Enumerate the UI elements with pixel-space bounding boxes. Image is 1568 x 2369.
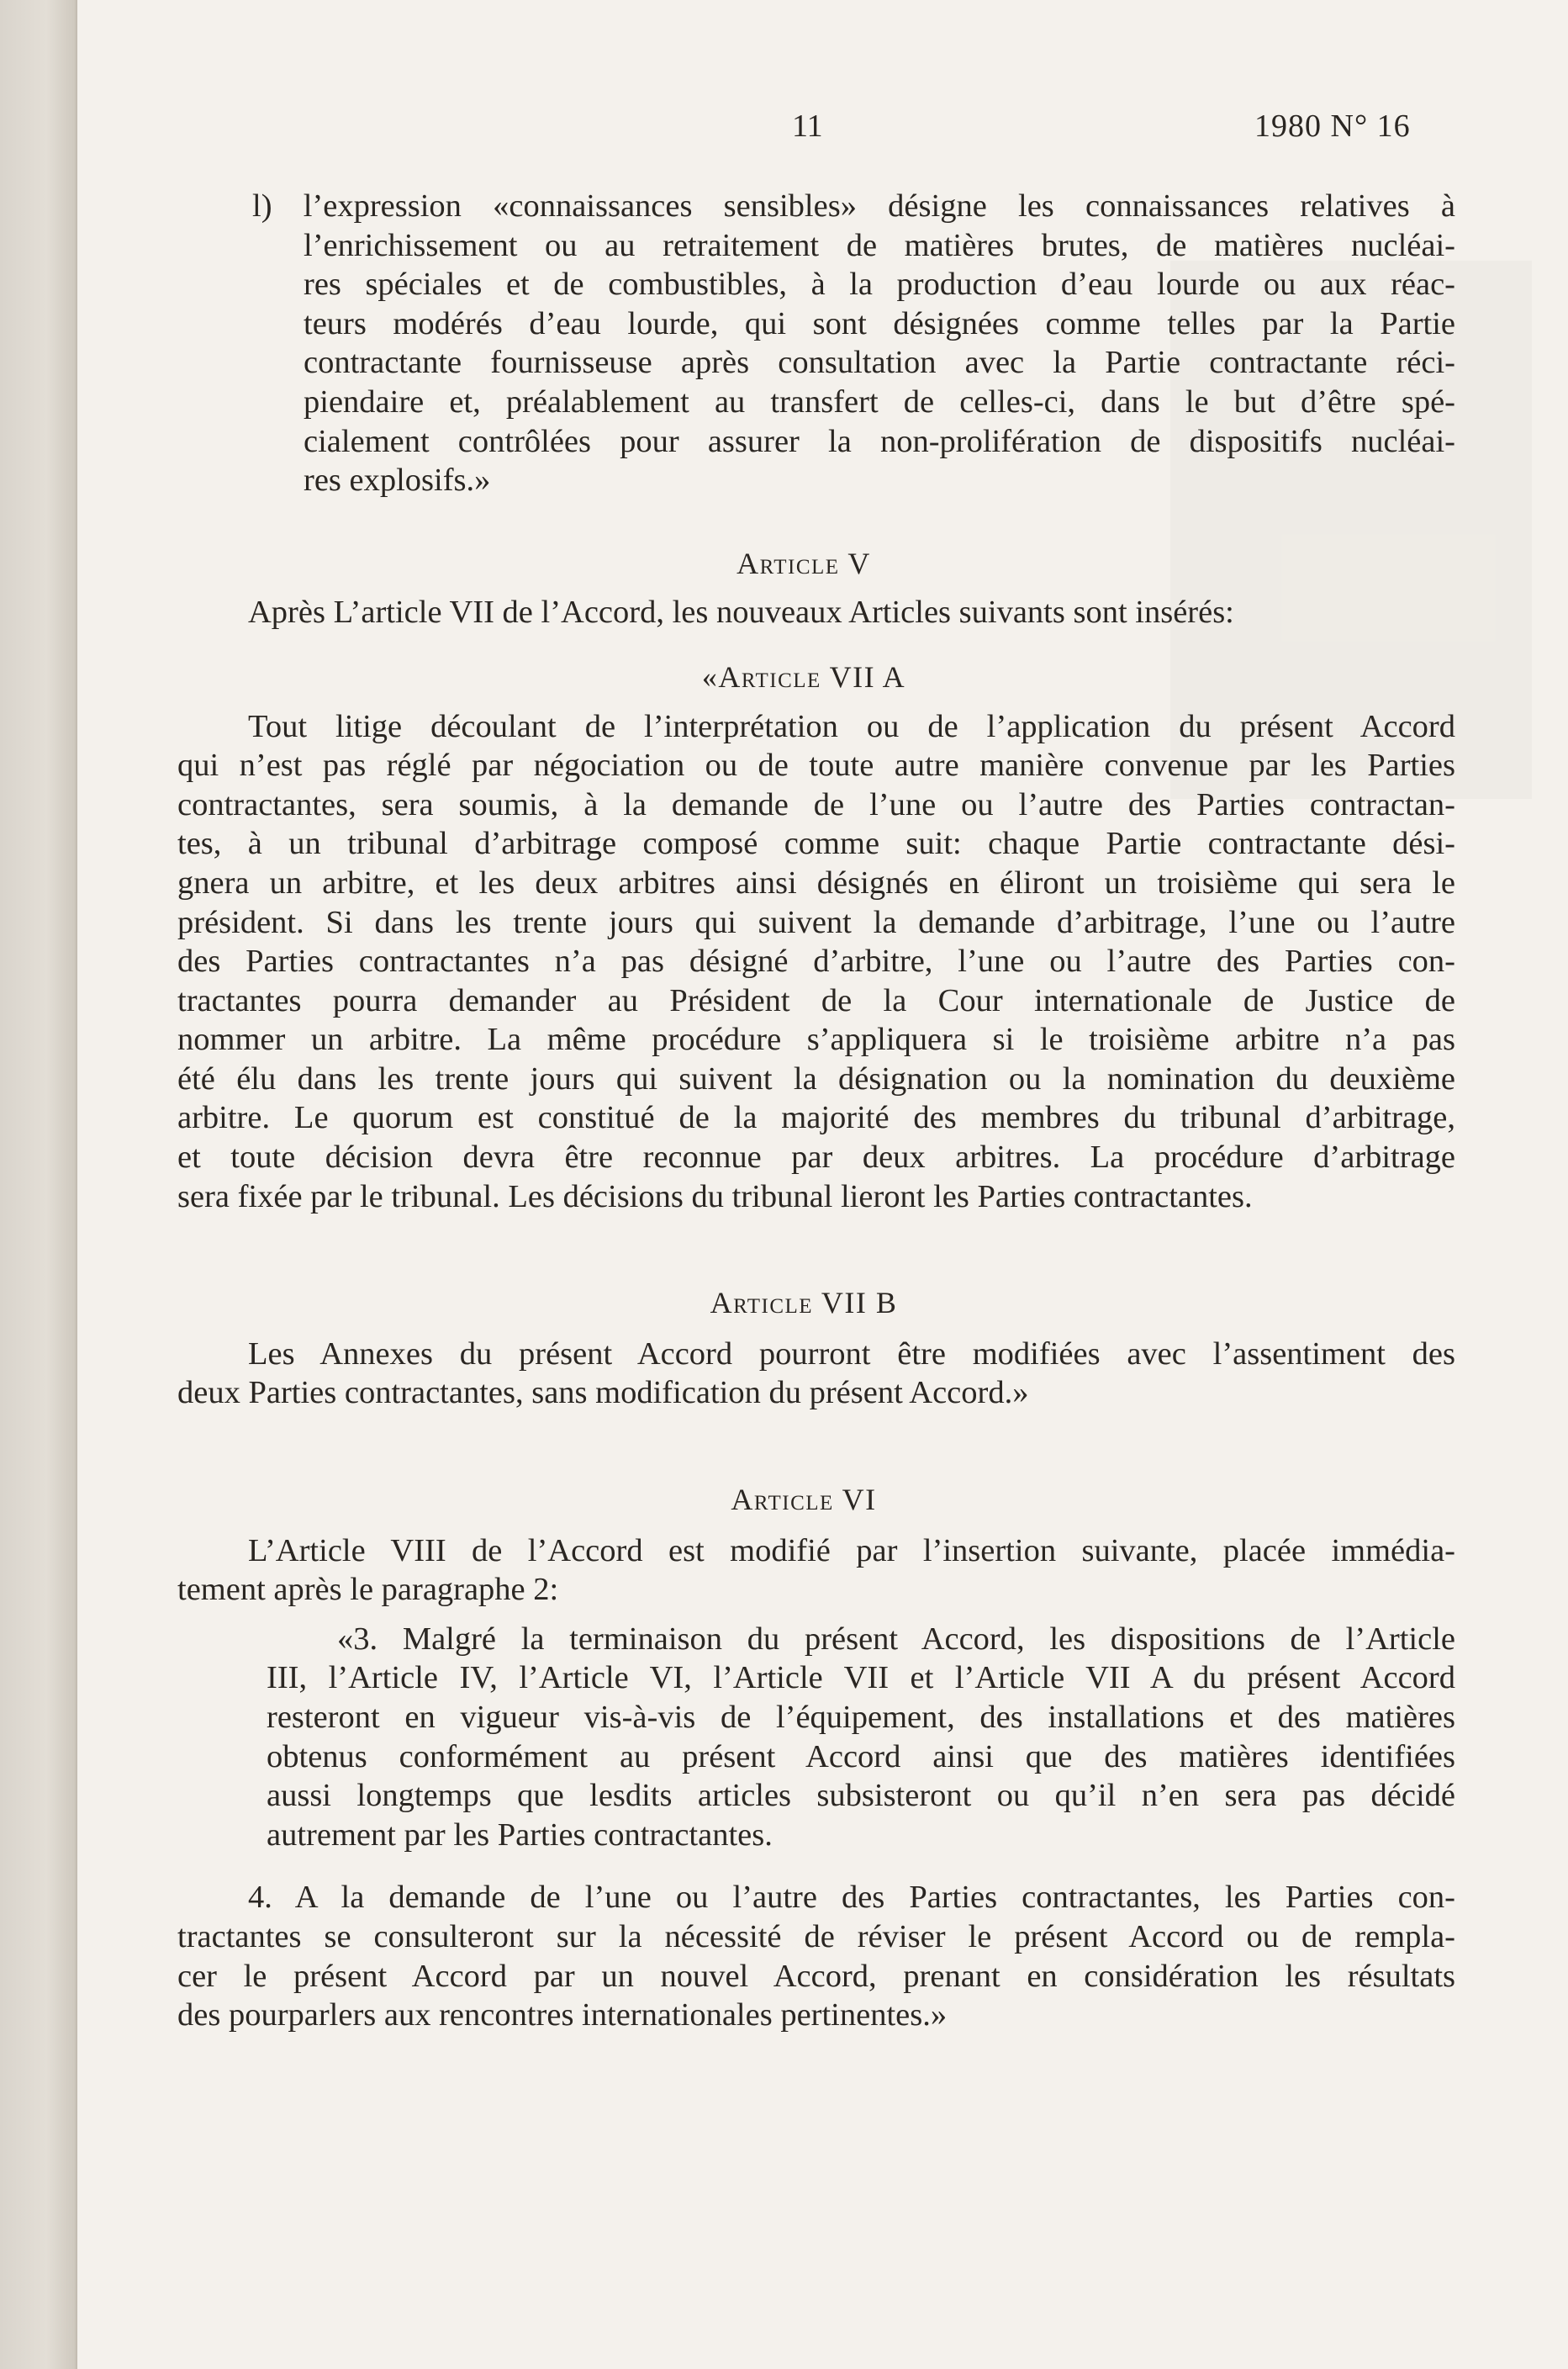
text-line: arbitre. Le quorum est constitué de la majorité des membres du tribunal d’arbitrage, xyxy=(177,1100,1455,1136)
text-line: cialement contrôlées pour assurer la non-prolifération de dispositifs nucléai- xyxy=(304,423,1455,459)
text-line: 4. A la demande de l’une ou l’autre des Parties contractantes, les Parties con- xyxy=(248,1880,1455,1916)
article-vi-paragraph-4 xyxy=(177,1878,1455,2034)
text-line: tractantes se consulteront sur la nécessité de réviser le présent Accord ou de rempla- xyxy=(177,1918,1455,1954)
text-line: cer le présent Accord par un nouvel Accord, prenant en considération les résultats xyxy=(177,1958,1455,1994)
text-line: contractante fournisseuse après consultation avec la Partie contractante réci- xyxy=(304,345,1455,381)
article-vi-intro xyxy=(177,1531,1455,1610)
text-line: Les Annexes du présent Accord pourront être modifiées avec l’assentiment des xyxy=(248,1335,1455,1372)
text-line: res spéciales et de combustibles, à la production d’eau lourde ou aux réac- xyxy=(304,267,1455,303)
text-line: resteront en vigueur vis-à-vis de l’équipement, des installations et des matières xyxy=(267,1700,1455,1735)
text-line: nommer un arbitre. La même procédure s’appliquera si le troisième arbitre n’a pas xyxy=(177,1022,1455,1058)
text-line: autrement par les Parties contractantes. xyxy=(267,1816,773,1853)
article-vii-b-heading: Article VII B xyxy=(710,1286,898,1320)
text-line: contractantes, sera soumis, à la demande de l’une ou l’autre des Parties contractan- xyxy=(177,786,1455,822)
article-v-intro: Après L’article VII de l’Accord, les nouveaux Articles suivants sont insérés: xyxy=(248,595,1234,631)
text-line: été élu dans les trente jours qui suivent la désignation ou la nomination du deuxième xyxy=(177,1060,1455,1097)
page-number: 11 xyxy=(792,108,823,144)
text-line: Tout litige découlant de l’interprétation ou de l’application du présent Accord xyxy=(248,708,1455,744)
page-binding-edge xyxy=(0,0,77,2369)
text-line: et toute décision devra être reconnue par deux arbitres. La procédure d’arbitrage xyxy=(177,1140,1455,1176)
text-line: l) l’expression «connaissances sensibles» désigne les connaissances relatives à xyxy=(252,188,1455,224)
issue-number: 1980 N° 16 xyxy=(1254,108,1411,144)
text-line: piendaire et, préalablement au transfert de celles-ci, dans le but d’être spé- xyxy=(304,383,1455,420)
text-line: tes, à un tribunal d’arbitrage composé comme suit: chaque Partie contractante dési- xyxy=(177,826,1455,862)
text-line: des pourparlers aux rencontres internationales pertinentes.» xyxy=(177,1997,948,2033)
article-v-heading: Article V xyxy=(736,546,871,580)
text-line: président. Si dans les trente jours qui suivent la demande d’arbitrage, l’une ou l’autre xyxy=(177,904,1455,940)
text-line: aussi longtemps que lesdits articles subsisteront ou qu’il n’en sera pas décidé xyxy=(267,1778,1455,1814)
article-vii-b-text xyxy=(177,1335,1455,1413)
text-line: tractantes pourra demander au Président de la Cour internationale de Justice de xyxy=(177,982,1455,1018)
text-line: l’enrichissement ou au retraitement de matières brutes, de matières nucléai- xyxy=(304,227,1455,263)
text-line: tement après le paragraphe 2: xyxy=(177,1572,559,1608)
text-line: res explosifs.» xyxy=(304,463,491,499)
article-vi-paragraph-3 xyxy=(177,1620,1455,1855)
article-vii-a-text xyxy=(177,707,1455,1217)
text-line: teurs modérés d’eau lourde, qui sont désignées comme telles par la Partie xyxy=(304,305,1455,341)
text-line: deux Parties contractantes, sans modification du présent Accord.» xyxy=(177,1375,1029,1411)
text-line: «3. Malgré la terminaison du présent Accord, les dispositions de l’Article xyxy=(337,1621,1455,1657)
article-vii-a-heading: «Article VII A xyxy=(701,659,906,694)
article-vi-heading: Article VI xyxy=(731,1483,877,1517)
text-line: L’Article VIII de l’Accord est modifié par l’insertion suivante, placée immédia- xyxy=(248,1532,1455,1568)
text-line: qui n’est pas réglé par négociation ou de toute autre manière convenue par les Parties xyxy=(177,748,1455,784)
page-header xyxy=(0,108,1568,150)
document-body xyxy=(177,187,1455,2035)
text-line: sera fixée par le tribunal. Les décisions du tribunal lieront les Parties contractantes. xyxy=(177,1178,1253,1214)
text-line: gnera un arbitre, et les deux arbitres ainsi désignés en éliront un troisième qui sera le xyxy=(177,865,1455,901)
text-line: obtenus conformément au présent Accord ainsi que des matières identifiées xyxy=(267,1738,1455,1774)
text-line: des Parties contractantes n’a pas désigné d’arbitre, l’une ou l’autre des Parties con- xyxy=(177,944,1455,980)
paragraph-l xyxy=(177,187,1455,500)
text-line: III, l’Article IV, l’Article VI, l’Article VII et l’Article VII A du présent Accord xyxy=(267,1660,1455,1696)
